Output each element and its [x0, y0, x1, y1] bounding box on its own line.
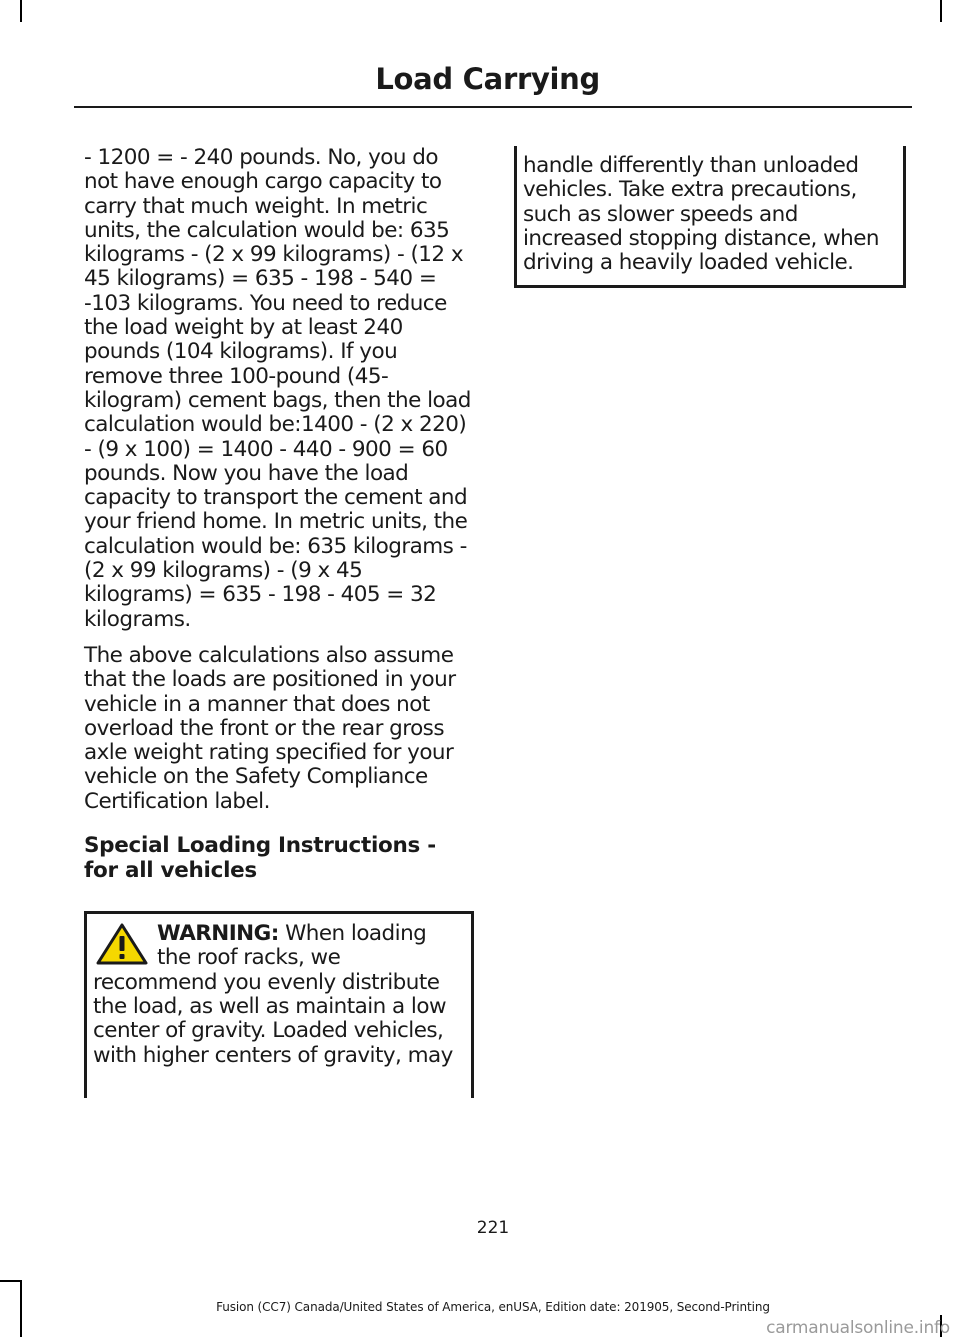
warning-text-block [93, 922, 463, 1068]
left-column [84, 146, 476, 1098]
warning-label: WARNING: [157, 921, 279, 947]
warning-triangle-icon [95, 922, 149, 966]
warning-box-continuation [514, 146, 906, 288]
crop-mark-top-right [940, 0, 942, 22]
warning-body: When loading the roof racks, we recommend you evenly distribute the load, as well as maintain a low center of gravity. Loaded vehicles, with higher centers of gravity, may [93, 921, 453, 1068]
warning-box [84, 911, 474, 1098]
page-title: Load Carrying [375, 62, 600, 96]
crop-mark-top-left [20, 0, 22, 22]
crop-mark-bottom-left-h [0, 1280, 20, 1282]
header-divider [74, 106, 912, 108]
warning-continuation-text: handle differently than unloaded vehicles. Take extra precautions, such as slower speeds and increased stopping distance, when driving a heavily loaded vehicle. [523, 153, 879, 276]
edition-footer: Fusion (CC7) Canada/United States of America, enUSA, Edition date: 201905, Second-Printing [216, 1300, 770, 1314]
body-paragraph-1: - 1200 = - 240 pounds. No, you do not have enough cargo capacity to carry that much weight. In metric units, the calculation would be: 635 kilograms - (2 x 99 kilograms) - (12 x 45 kilograms) = 635 - 198 - 540 = -103 kilograms. You need to reduce the load weight by at least 240 pounds (104 kilograms). If you remove three 100-pound (45-kilogram) cement bags, then the load calculation would be:1400 - (2 x 220) - (9 x 100) = 1400 - 440 - 900 = 60 pounds. Now you have the load capacity to transport the cement and your friend home. In metric units, the calculation would be: 635 kilograms - (2 x 99 kilograms) - (9 x 45 kilograms) = 635 - 198 - 405 = 32 kilograms. [84, 145, 471, 632]
page-number: 221 [476, 1218, 510, 1238]
watermark-text: carmanualsonline.info [766, 1318, 950, 1338]
body-paragraph-2: The above calculations also assume that the loads are positioned in your vehicle in a manner that does not overload the front or the rear gross axle weight rating specified for your vehicle on the Safety Compliance Certification label. [84, 642, 456, 814]
right-column [514, 146, 906, 288]
section-heading: Special Loading Instructions - for all vehicles [84, 833, 436, 883]
